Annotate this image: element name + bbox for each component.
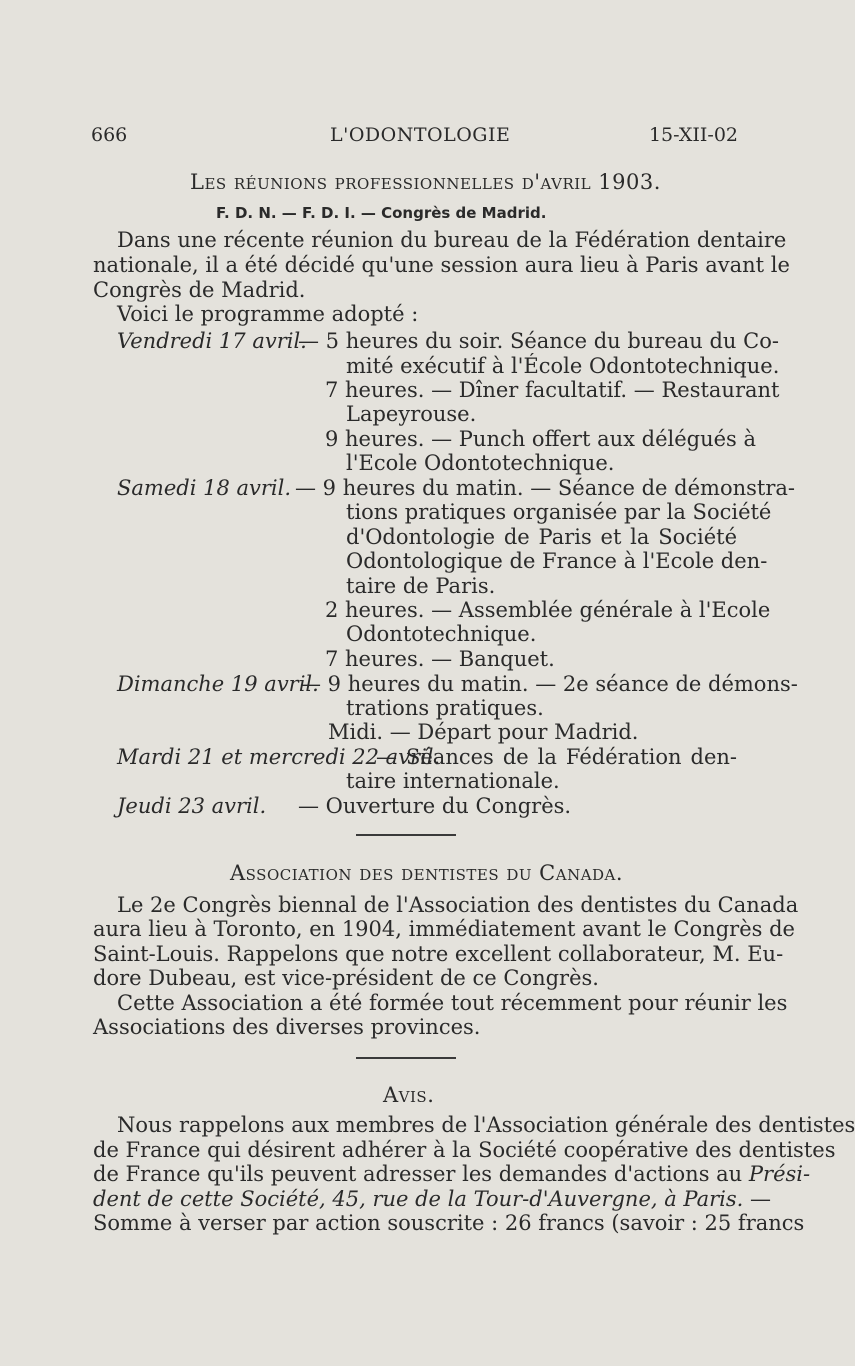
paragraph-line bbox=[93, 1187, 772, 1211]
paragraph-line: Nous rappelons aux membres de l'Association générale des dentistes bbox=[117, 1113, 855, 1137]
schedule-line: — 9 heures du matin. — Séance de démonstra- bbox=[295, 476, 795, 500]
intro-line: Voici le programme adopté : bbox=[117, 302, 419, 326]
schedule-line: — Séances de la Fédération den- bbox=[376, 745, 737, 769]
section-divider bbox=[356, 1057, 456, 1059]
schedule-line: 9 heures. — Punch offert aux délégués à bbox=[325, 427, 757, 451]
address-segment: dent de cette Société, 45, rue de la Tour-d'Auvergne, à Paris. bbox=[93, 1187, 744, 1211]
section-title-canada: Association des dentistes du Canada. bbox=[230, 861, 624, 885]
schedule-day: Dimanche 19 avril. bbox=[117, 672, 319, 696]
schedule-line: 7 heures. — Banquet. bbox=[325, 647, 555, 671]
section-subtitle: F. D. N. — F. D. I. — Congrès de Madrid. bbox=[216, 204, 547, 222]
paragraph-line: Saint-Louis. Rappelons que notre excellent collaborateur, M. Eu- bbox=[93, 942, 784, 966]
schedule-day: Samedi 18 avril. bbox=[117, 476, 292, 500]
schedule-line: l'Ecole Odontotechnique. bbox=[346, 451, 615, 475]
paragraph-line: Associations des diverses provinces. bbox=[93, 1015, 481, 1039]
schedule-line: 2 heures. — Assemblée générale à l'Ecole bbox=[325, 598, 771, 622]
section-divider bbox=[356, 834, 456, 836]
schedule-day: Jeudi 23 avril. bbox=[117, 794, 267, 818]
schedule-line: 7 heures. — Dîner facultatif. — Restaurant bbox=[325, 378, 780, 402]
paragraph-line: aura lieu à Toronto, en 1904, immédiatement avant le Congrès de bbox=[93, 917, 795, 941]
paragraph-line: de France qui désirent adhérer à la Société coopérative des dentistes bbox=[93, 1138, 836, 1162]
schedule-line: Lapeyrouse. bbox=[346, 402, 477, 426]
paragraph-line: Cette Association a été formée tout récemment pour réunir les bbox=[117, 991, 788, 1015]
schedule-line: Odontologique de France à l'Ecole den- bbox=[346, 549, 768, 573]
schedule-line: — 5 heures du soir. Séance du bureau du Co- bbox=[298, 329, 779, 353]
schedule-line: d'Odontologie de Paris et la Société bbox=[346, 525, 737, 549]
schedule-line: Odontotechnique. bbox=[346, 622, 537, 646]
intro-line: Congrès de Madrid. bbox=[93, 278, 306, 302]
paragraph-line: Somme à verser par action souscrite : 26 francs (savoir : 25 francs bbox=[93, 1211, 805, 1235]
president-word: Prési- bbox=[748, 1162, 811, 1186]
text-segment: de France qu'ils peuvent adresser les demandes d'actions au bbox=[93, 1162, 743, 1186]
schedule-line: — 9 heures du matin. — 2e séance de démons- bbox=[300, 672, 798, 696]
schedule-line: mité exécutif à l'École Odontotechnique. bbox=[346, 354, 780, 378]
schedule-line: taire internationale. bbox=[346, 769, 560, 793]
schedule-line: — Ouverture du Congrès. bbox=[298, 794, 572, 818]
section-title-reunions: Les réunions professionnelles d'avril 1903. bbox=[190, 170, 661, 194]
issue-date: 15-XII-02 bbox=[648, 124, 738, 146]
intro-line: nationale, il a été décidé qu'une session aura lieu à Paris avant le bbox=[93, 253, 790, 277]
page-number: 666 bbox=[91, 124, 128, 146]
schedule-line: trations pratiques. bbox=[346, 696, 544, 720]
dash-segment: — bbox=[750, 1187, 772, 1211]
schedule-day: Mardi 21 et mercredi 22 avril. bbox=[117, 745, 441, 769]
intro-line: Dans une récente réunion du bureau de la Fédération dentaire bbox=[117, 228, 787, 252]
schedule-line: taire de Paris. bbox=[346, 574, 496, 598]
paragraph-line bbox=[93, 1162, 811, 1186]
schedule-line: tions pratiques organisée par la Société bbox=[346, 500, 772, 524]
paragraph-line: Le 2e Congrès biennal de l'Association des dentistes du Canada bbox=[117, 893, 799, 917]
schedule-day: Vendredi 17 avril. bbox=[117, 329, 307, 353]
schedule-line: Midi. — Départ pour Madrid. bbox=[328, 720, 639, 744]
running-title: L'ODONTOLOGIE bbox=[330, 124, 511, 146]
section-title-avis: Avis. bbox=[383, 1083, 435, 1107]
paragraph-line: dore Dubeau, est vice-président de ce Congrès. bbox=[93, 966, 599, 990]
